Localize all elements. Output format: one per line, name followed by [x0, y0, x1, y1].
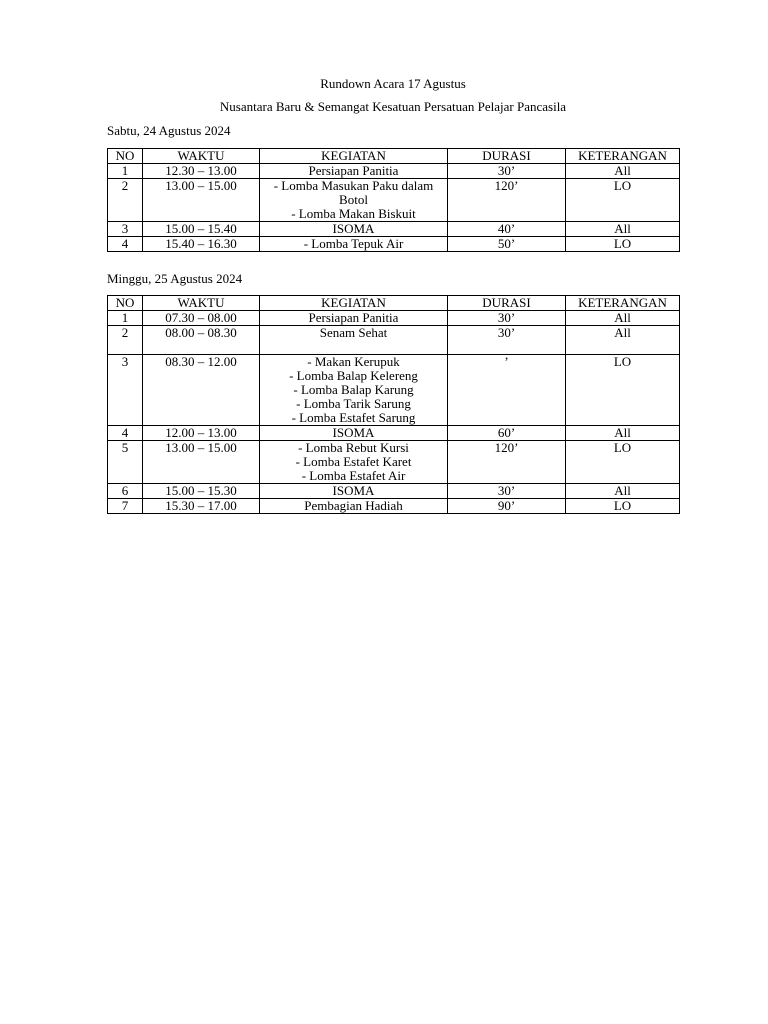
cell-no: 1	[108, 311, 143, 326]
cell-keterangan: LO	[566, 237, 680, 252]
kegiatan-line: Persiapan Panitia	[308, 163, 399, 178]
cell-no: 3	[108, 222, 143, 237]
cell-waktu: 13.00 – 15.00	[143, 441, 260, 484]
header-waktu: WAKTU	[143, 149, 260, 164]
cell-no: 5	[108, 441, 143, 484]
day1-table-body	[108, 164, 680, 252]
header-kegiatan: KEGIATAN	[260, 296, 448, 311]
cell-kegiatan	[260, 237, 448, 252]
cell-waktu: 15.00 – 15.30	[143, 484, 260, 499]
header-keterangan: KETERANGAN	[566, 296, 680, 311]
cell-durasi: 50’	[448, 237, 566, 252]
table-row	[108, 164, 680, 179]
cell-waktu: 15.30 – 17.00	[143, 499, 260, 514]
table-row	[108, 237, 680, 252]
cell-no: 6	[108, 484, 143, 499]
cell-keterangan: LO	[566, 179, 680, 222]
table-row	[108, 179, 680, 222]
cell-kegiatan	[260, 441, 448, 484]
kegiatan-line: ISOMA	[332, 483, 375, 498]
kegiatan-line: - Lomba Makan Biskuit	[291, 206, 416, 221]
day2-label: Minggu, 25 Agustus 2024	[107, 271, 243, 286]
table-header-row	[108, 149, 680, 164]
header-keterangan: KETERANGAN	[566, 149, 680, 164]
cell-kegiatan	[260, 311, 448, 326]
kegiatan-line: - Lomba Balap Kelereng	[289, 368, 418, 383]
cell-keterangan: LO	[566, 441, 680, 484]
document-title: Rundown Acara 17 Agustus	[320, 76, 466, 91]
kegiatan-line: - Lomba Estafet Air	[301, 468, 406, 483]
cell-kegiatan	[260, 222, 448, 237]
cell-durasi: ’	[448, 355, 566, 426]
kegiatan-line: - Lomba Rebut Kursi	[298, 440, 409, 455]
cell-waktu: 07.30 – 08.00	[143, 311, 260, 326]
kegiatan-line: Senam Sehat	[319, 325, 388, 340]
cell-durasi: 120’	[448, 179, 566, 222]
cell-keterangan: All	[566, 426, 680, 441]
cell-kegiatan	[260, 355, 448, 426]
cell-kegiatan	[260, 326, 448, 355]
kegiatan-line: Botol	[339, 192, 368, 207]
cell-no: 7	[108, 499, 143, 514]
cell-durasi: 40’	[448, 222, 566, 237]
table-row	[108, 222, 680, 237]
table-row	[108, 484, 680, 499]
cell-no: 4	[108, 237, 143, 252]
header-no: NO	[108, 149, 143, 164]
kegiatan-line: Persiapan Panitia	[308, 310, 399, 325]
header-kegiatan: KEGIATAN	[260, 149, 448, 164]
header-durasi: DURASI	[448, 296, 566, 311]
cell-waktu: 12.30 – 13.00	[143, 164, 260, 179]
cell-no: 2	[108, 179, 143, 222]
document-subtitle: Nusantara Baru & Semangat Kesatuan Persatuan Pelajar Pancasila	[219, 99, 567, 114]
cell-keterangan: All	[566, 222, 680, 237]
cell-durasi: 60’	[448, 426, 566, 441]
cell-durasi: 90’	[448, 499, 566, 514]
cell-no: 2	[108, 326, 143, 355]
cell-waktu: 13.00 – 15.00	[143, 179, 260, 222]
kegiatan-line: Pembagian Hadiah	[304, 498, 403, 513]
cell-durasi: 30’	[448, 484, 566, 499]
cell-durasi: 30’	[448, 164, 566, 179]
kegiatan-line	[260, 340, 447, 354]
cell-kegiatan	[260, 499, 448, 514]
table-row	[108, 311, 680, 326]
cell-kegiatan	[260, 179, 448, 222]
cell-no: 4	[108, 426, 143, 441]
kegiatan-line: - Lomba Estafet Sarung	[291, 410, 416, 425]
kegiatan-line: - Lomba Masukan Paku dalam	[273, 178, 434, 193]
table-row	[108, 441, 680, 484]
cell-no: 3	[108, 355, 143, 426]
table-row	[108, 499, 680, 514]
header-waktu: WAKTU	[143, 296, 260, 311]
day1-schedule-table	[107, 148, 680, 252]
cell-keterangan: All	[566, 311, 680, 326]
day2-schedule-table	[107, 295, 680, 514]
cell-kegiatan	[260, 426, 448, 441]
cell-kegiatan	[260, 484, 448, 499]
cell-waktu: 12.00 – 13.00	[143, 426, 260, 441]
kegiatan-line: - Lomba Balap Karung	[293, 382, 414, 397]
header-no: NO	[108, 296, 143, 311]
cell-kegiatan	[260, 164, 448, 179]
cell-keterangan: LO	[566, 499, 680, 514]
kegiatan-line: - Makan Kerupuk	[307, 354, 400, 369]
kegiatan-line: ISOMA	[332, 221, 375, 236]
cell-waktu: 15.40 – 16.30	[143, 237, 260, 252]
cell-waktu: 15.00 – 15.40	[143, 222, 260, 237]
kegiatan-line: ISOMA	[332, 425, 375, 440]
cell-no: 1	[108, 164, 143, 179]
cell-keterangan: All	[566, 164, 680, 179]
table-row	[108, 426, 680, 441]
cell-durasi: 30’	[448, 326, 566, 355]
cell-durasi: 120’	[448, 441, 566, 484]
header-durasi: DURASI	[448, 149, 566, 164]
cell-waktu: 08.30 – 12.00	[143, 355, 260, 426]
cell-durasi: 30’	[448, 311, 566, 326]
cell-waktu: 08.00 – 08.30	[143, 326, 260, 355]
table-header-row	[108, 296, 680, 311]
cell-keterangan: All	[566, 326, 680, 355]
day2-table-body	[108, 311, 680, 514]
cell-keterangan: All	[566, 484, 680, 499]
kegiatan-line: - Lomba Estafet Karet	[295, 454, 412, 469]
day1-label: Sabtu, 24 Agustus 2024	[107, 123, 231, 138]
kegiatan-line: - Lomba Tepuk Air	[303, 236, 404, 251]
table-row	[108, 326, 680, 355]
cell-keterangan: LO	[566, 355, 680, 426]
kegiatan-line: - Lomba Tarik Sarung	[296, 396, 411, 411]
table-row	[108, 355, 680, 426]
